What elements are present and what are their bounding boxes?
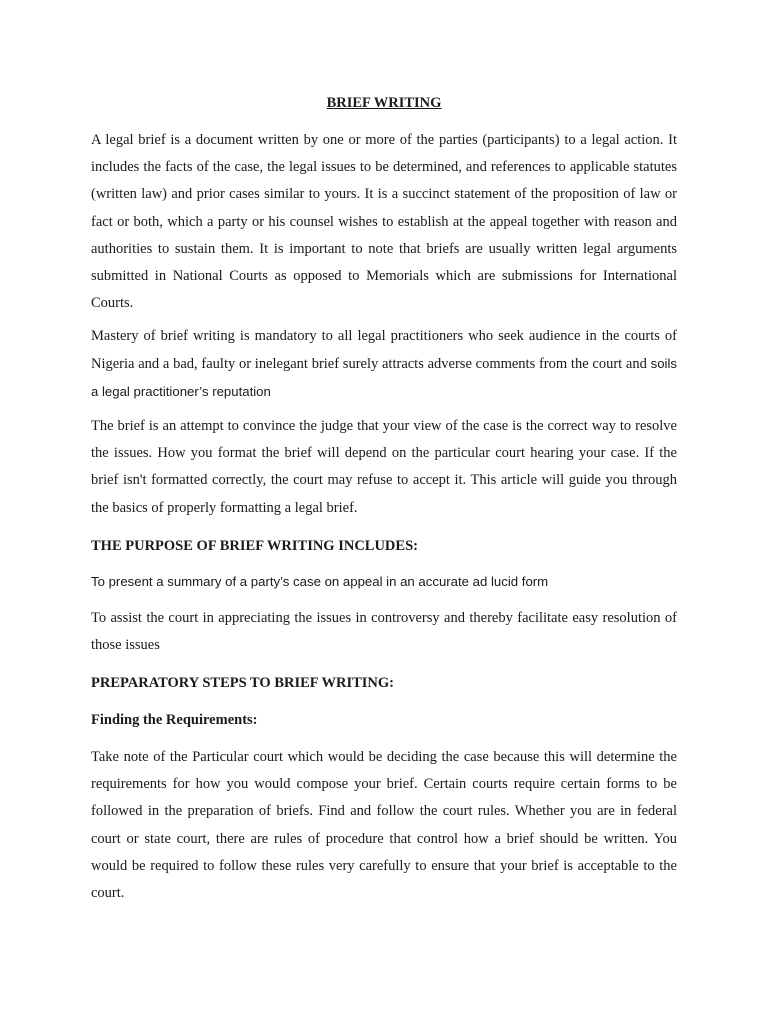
mastery-paragraph-tail: soils a legal practitioner’s reputation [91,356,677,400]
mastery-paragraph [91,323,677,407]
purpose-heading: THE PURPOSE OF BRIEF WRITING INCLUDES: [91,538,418,554]
convince-paragraph: The brief is an attempt to convince the judge that your view of the case is the correct way to resolve the issues. How you format the brief will depend on the particular court hearing your case. If the brief isn't formatted correctly, the court may refuse to accept it. This article will guide you through the basics of properly formatting a legal brief. [91,418,677,516]
preparatory-steps-heading: PREPARATORY STEPS TO BRIEF WRITING: [91,675,394,691]
finding-requirements-subheading: Finding the Requirements: [91,712,258,728]
intro-paragraph: A legal brief is a document written by one or more of the parties (participants) to a legal action. It includes the facts of the case, the legal issues to be determined, and references to applicable statutes (written law) and prior cases similar to yours. It is a succinct statement of the proposition of law or fact or both, which a party or his counsel wishes to establish at the appeal together with reason and authorities to sustain them. It is important to note that briefs are usually written legal arguments submitted in National Courts as opposed to Memorials which are submissions for International Courts. [91,132,677,312]
document-title: BRIEF WRITING [326,95,442,111]
purpose-item-summary: To present a summary of a party’s case on appeal in an accurate ad lucid form [91,574,549,589]
requirements-paragraph: Take note of the Particular court which would be deciding the case because this will determine the requirements for how you would compose your brief. Certain courts require certain forms to be followed in the preparation of briefs. Find and follow the court rules. Whether you are in federal court or state court, there are rules of procedure that control how a brief should be written. You would be required to follow these rules very carefully to ensure that your brief is acceptable to the court. [91,749,677,902]
mastery-paragraph-main: Mastery of brief writing is mandatory to all legal practitioners who seek audience in the courts of Nigeria and a bad, faulty or inelegant brief surely attracts adverse comments from the court and [91,328,677,373]
purpose-item-assist: To assist the court in appreciating the issues in controversy and thereby facilitate easy resolution of those issues [91,610,677,654]
